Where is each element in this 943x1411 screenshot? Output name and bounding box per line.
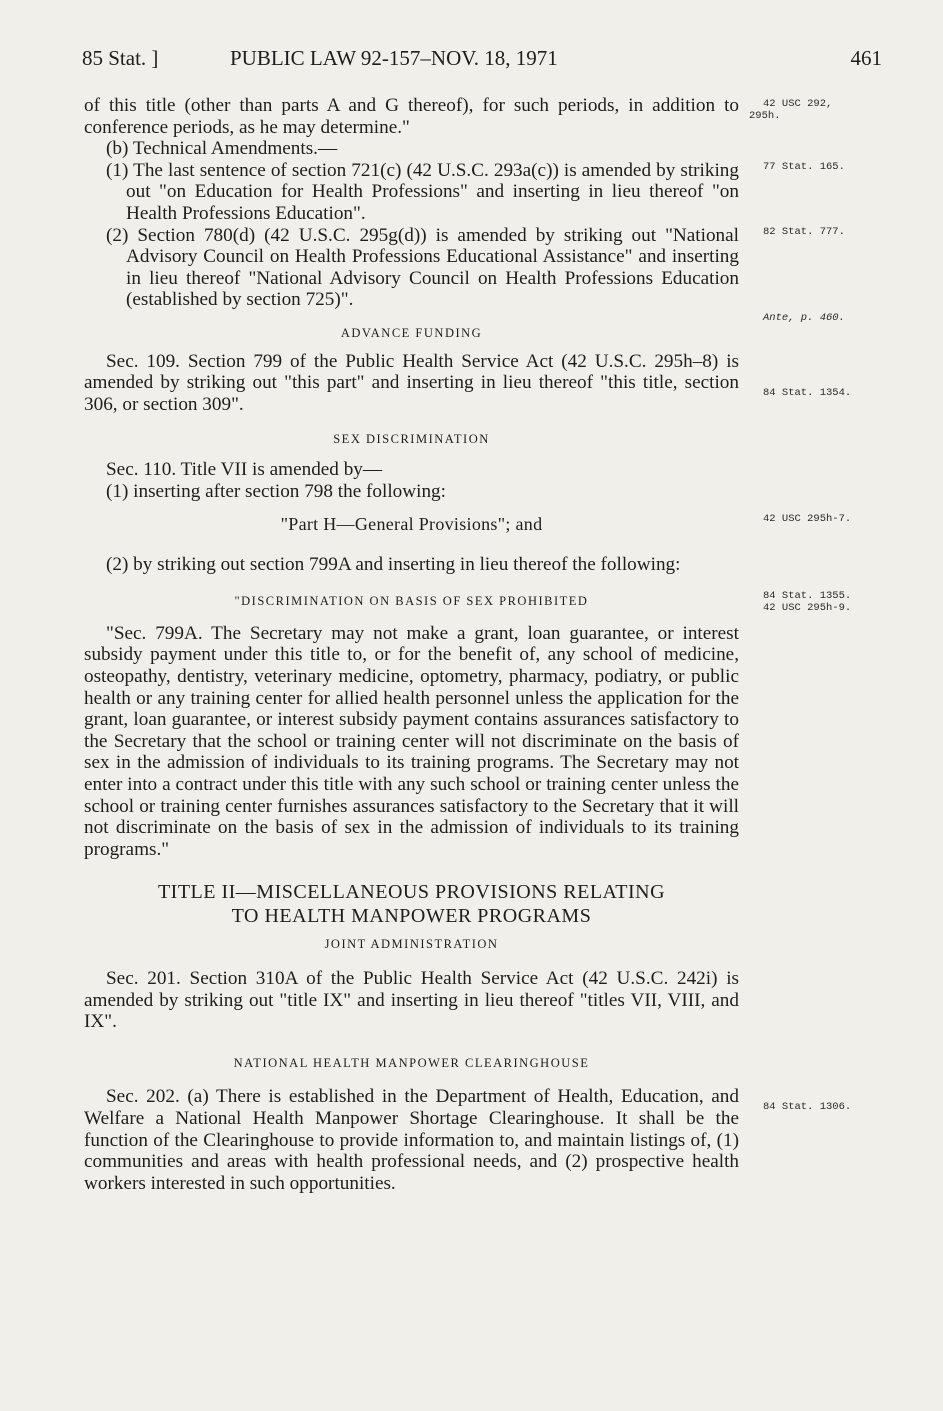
document-body (84, 95, 739, 1194)
margin-note (749, 98, 913, 122)
section-heading: NATIONAL HEALTH MANPOWER CLEARINGHOUSE (233, 1055, 590, 1070)
section-heading: JOINT ADMINISTRATION (324, 937, 499, 952)
section-heading: "DISCRIMINATION ON BASIS OF SEX PROHIBITED (234, 594, 589, 609)
paragraph: of this title (other than parts A and G thereof), for such periods, in addition to conference periods, as he may determine." (84, 95, 739, 138)
margin-note-line: 295h. (749, 110, 781, 122)
margin-note: 82 Stat. 777. (763, 226, 845, 238)
paragraph: (2) Section 780(d) (42 U.S.C. 295g(d)) is amended by striking out "National Advisory Council on Health Professions Educational Assistance" and inserting in lieu thereof "National Advisory Council on Health Professions Education (established by section 725)". (106, 224, 739, 311)
paragraph: (2) by striking out section 799A and inserting in lieu thereof the following: (106, 553, 681, 575)
paragraph: Sec. 110. Title VII is amended by— (106, 458, 383, 480)
paragraph: (1) The last sentence of section 721(c) (42 U.S.C. 293a(c)) is amended by striking out "on Education for Health Professions" and inserting in lieu thereof "on Health Professions Education". (106, 159, 739, 224)
paragraph: (1) inserting after section 798 the following: (106, 480, 446, 502)
margin-note-line: 42 USC 295h-9. (763, 602, 852, 614)
margin-note: 84 Stat. 1354. (763, 387, 852, 399)
section-heading: ADVANCE FUNDING (340, 325, 483, 340)
section-heading: SEX DISCRIMINATION (333, 432, 490, 447)
paragraph: Sec. 201. Section 310A of the Public Health Service Act (42 U.S.C. 242i) is amended by striking out "title IX" and inserting in lieu thereof "titles VII, VIII, and IX". (84, 968, 739, 1033)
margin-note-line: 84 Stat. 1355. (763, 590, 852, 602)
title-heading: TITLE II—MISCELLANEOUS PROVISIONS RELATING (157, 881, 666, 904)
margin-note: Ante, p. 460. (763, 312, 845, 324)
margin-note (763, 590, 913, 614)
page-header (82, 46, 882, 76)
running-title: PUBLIC LAW 92-157–NOV. 18, 1971 (230, 46, 558, 70)
margin-note: 84 Stat. 1306. (763, 1101, 852, 1113)
margin-note-line: 42 USC 292, (763, 98, 833, 110)
page-number: 461 (850, 46, 882, 70)
paragraph: "Sec. 799A. The Secretary may not make a grant, loan guarantee, or interest subsidy payment under this title to, or for the benefit of, any school of medicine, osteopathy, dentistry, veterinary medicine, optometry, pharmacy, podiatry, or public health or any training center for allied health personnel unless the application for the grant, loan guarantee, or interest subsidy payment contains assurances satisfactory to the Secretary that the school or training center will not discriminate on the basis of sex in the admission of individuals to its training programs. The Secretary may not enter into a contract under this title with any such school or training center unless the school or training center furnishes assurances satisfactory to the Secretary that it will not discriminate on the basis of sex in the admission of individuals to its training programs." (84, 622, 739, 860)
title-heading: TO HEALTH MANPOWER PROGRAMS (231, 905, 592, 928)
paragraph: Sec. 109. Section 799 of the Public Health Service Act (42 U.S.C. 295h–8) is amended by striking out "this part" and inserting in lieu thereof "this title, section 306, or section 309". (84, 350, 739, 415)
part-heading: "Part H—General Provisions"; and (280, 514, 543, 535)
stat-reference: 85 Stat. ] (82, 46, 159, 70)
paragraph: Sec. 202. (a) There is established in the Department of Health, Education, and Welfare a National Health Manpower Shortage Clearinghouse. It shall be the function of the Clearinghouse to provide information to, and maintain listings of, (1) communities and areas with health professional needs, and (2) prospective health workers interested in such opportunities. (84, 1086, 739, 1194)
subsection-heading: (b) Technical Amendments.— (106, 138, 338, 160)
margin-note: 77 Stat. 165. (763, 161, 845, 173)
margin-note: 42 USC 295h-7. (763, 513, 852, 525)
